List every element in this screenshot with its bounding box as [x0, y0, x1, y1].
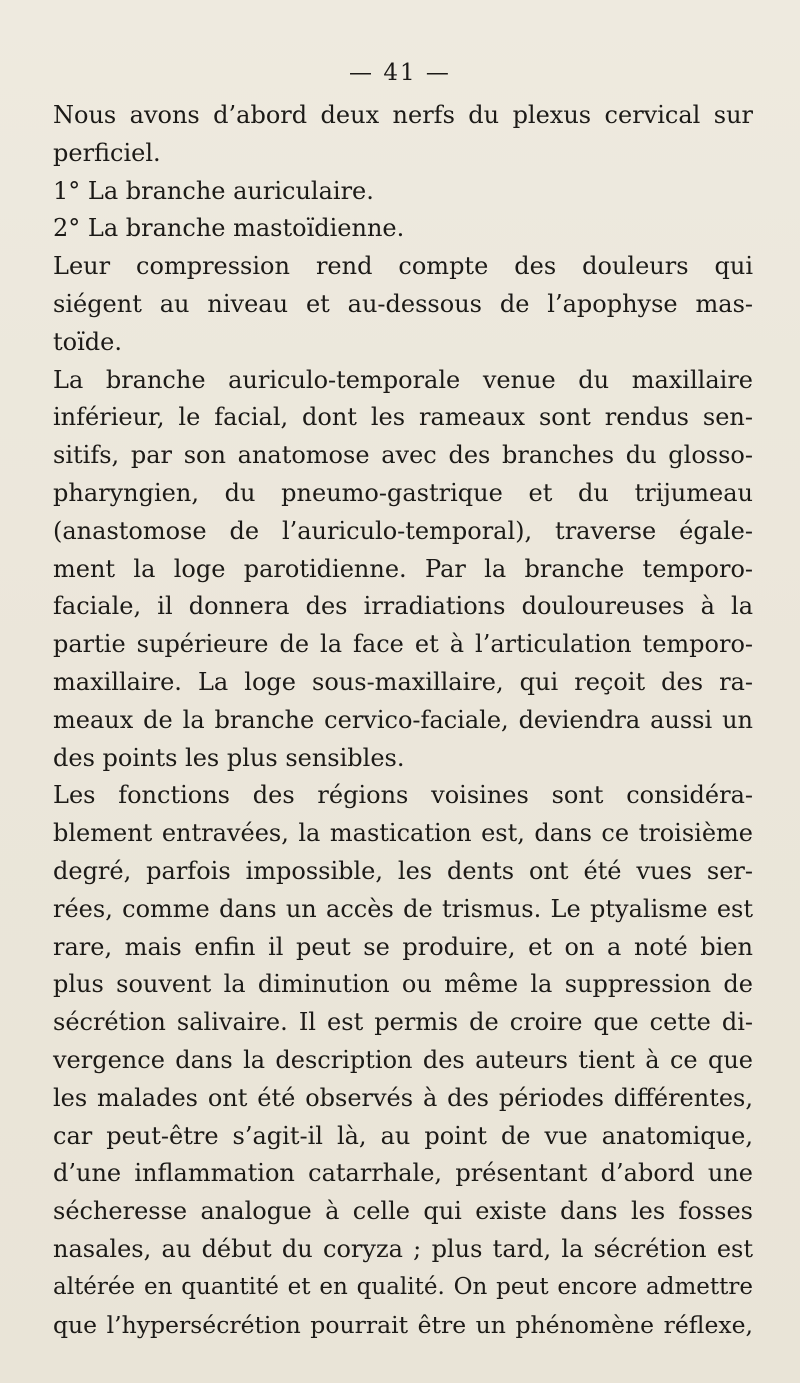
- text-line: 2° La branche mastoïdienne.: [53, 214, 405, 243]
- text-line: sécheresse analogue à celle qui existe dans les fosses: [53, 1197, 753, 1226]
- text-line: meaux de la branche cervico-faciale, deviendra aussi un: [53, 705, 753, 734]
- text-line: Leur compression rend compte des douleurs qui: [53, 252, 753, 281]
- text-line: partie supérieure de la face et à l’articulation temporo-: [53, 630, 753, 659]
- text-line: plus souvent la diminution ou même la suppression de: [53, 970, 753, 999]
- text-line: (anastomose de l’auriculo-temporal), traverse égale-: [53, 516, 753, 545]
- page-number: — 41 —: [349, 60, 451, 86]
- text-line: La branche auriculo-temporale venue du maxillaire: [53, 365, 753, 394]
- text-line: vergence dans la description des auteurs tient à ce que: [53, 1045, 753, 1074]
- text-line: ment la loge parotidienne. Par la branche temporo-: [53, 554, 753, 583]
- text-line: que l’hypersécrétion pourrait être un phénomène réflexe,: [53, 1310, 753, 1339]
- text-line: degré, parfois impossible, les dents ont été vues ser-: [53, 856, 753, 885]
- text-line: les malades ont été observés à des périodes différentes,: [53, 1083, 753, 1112]
- text-line: blement entravées, la mastication est, dans ce troisième: [53, 819, 753, 848]
- text-line: altérée en quantité et en qualité. On peut encore admettre: [53, 1273, 753, 1300]
- text-line: toïde.: [53, 327, 122, 356]
- text-line: inférieur, le facial, dont les rameaux sont rendus sen-: [53, 403, 753, 432]
- text-line: siégent au niveau et au-dessous de l’apophyse mas-: [53, 289, 753, 318]
- text-line: sécrétion salivaire. Il est permis de croire que cette di-: [53, 1008, 753, 1037]
- text-line: car peut-être s’agit-il là, au point de vue anatomique,: [53, 1121, 753, 1150]
- text-line: des points les plus sensibles.: [53, 743, 405, 772]
- text-line: rare, mais enfin il peut se produire, et on a noté bien: [53, 932, 753, 961]
- text-line: faciale, il donnera des irradiations douloureuses à la: [53, 592, 753, 621]
- body-text: [53, 97, 753, 1344]
- text-line: nasales, au début du coryza ; plus tard, la sécrétion est: [53, 1234, 753, 1263]
- text-line: Les fonctions des régions voisines sont considéra-: [53, 781, 753, 810]
- text-line: d’une inflammation catarrhale, présentant d’abord une: [53, 1159, 753, 1188]
- text-line: rées, comme dans un accès de trismus. Le ptyalisme est: [53, 894, 753, 923]
- text-line: perficiel.: [53, 138, 161, 167]
- text-line: sitifs, par son anatomose avec des branches du glosso-: [53, 441, 753, 470]
- text-line: Nous avons d’abord deux nerfs du plexus cervical sur: [53, 101, 753, 129]
- text-line: pharyngien, du pneumo-gastrique et du trijumeau: [53, 478, 753, 507]
- text-line: maxillaire. La loge sous-maxillaire, qui reçoit des ra-: [53, 667, 753, 696]
- text-line: 1° La branche auriculaire.: [53, 176, 374, 205]
